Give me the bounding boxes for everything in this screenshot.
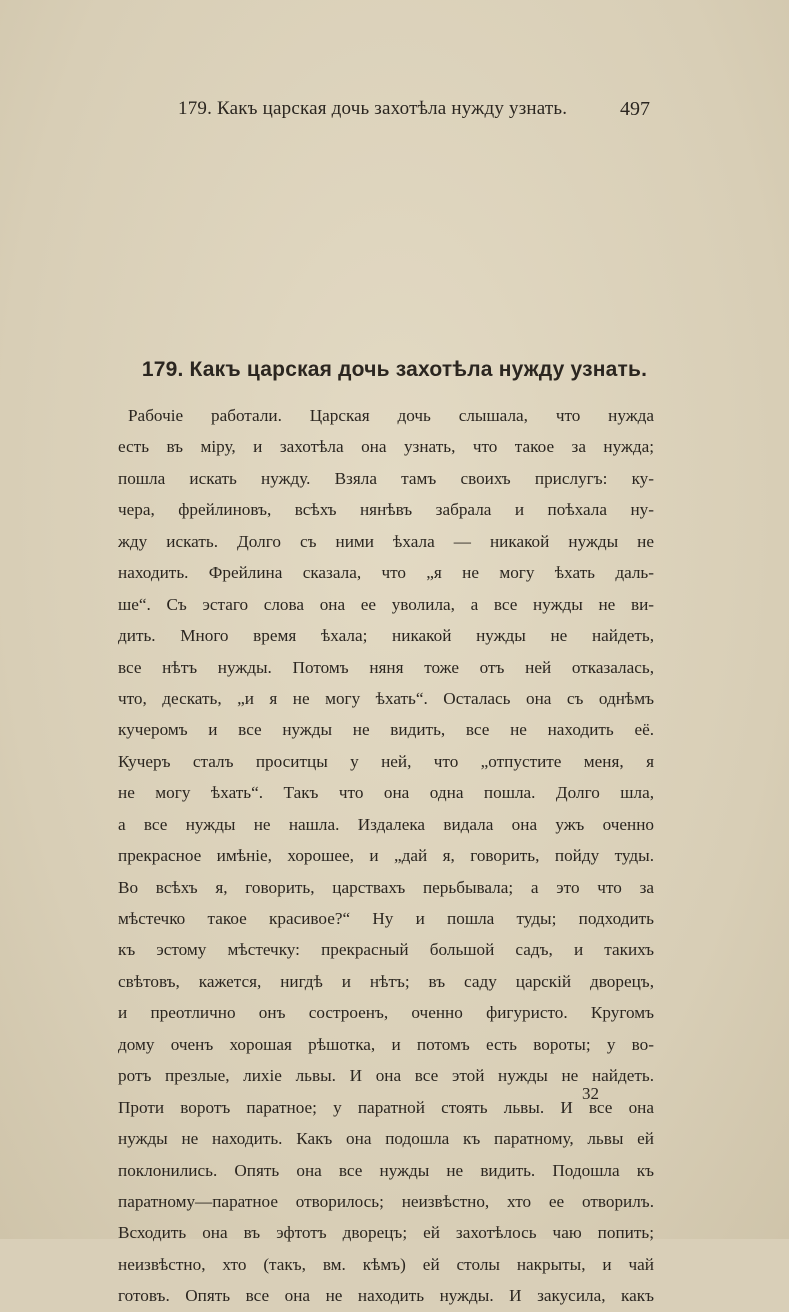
- running-head: [0, 98, 789, 128]
- chapter-title: 179. Какъ царская дочь захотѣла нужду узнать.: [141, 358, 648, 381]
- text-line: поклонились. Опять она все нужды не видить. Подошла къ: [118, 1160, 654, 1180]
- text-line: Проти воротъ паратное; у паратной стоять львы. И все она: [118, 1097, 654, 1117]
- text-line: ротъ презлые, лихіе львы. И она все этой нужды не найдеть.: [118, 1066, 654, 1086]
- text-line: чера, фрейлиновъ, всѣхъ нянѣвъ забрала и поѣхала ну-: [118, 500, 654, 520]
- text-line: къ эстому мѣстечку: прекрасный большой садъ, и такихъ: [118, 940, 654, 960]
- text-line: мѣстечко такое красивое?“ Ну и пошла туды; подходить: [118, 909, 654, 928]
- page-number: 497: [620, 98, 650, 120]
- text-line: а все нужды не нашла. Издалека видала она ужъ оченно: [118, 814, 654, 834]
- text-line: неизвѣстно, хто (такъ, вм. кѣмъ) ей столы накрыты, и чай: [118, 1254, 654, 1274]
- text-line: не могу ѣхать“. Такъ что она одна пошла. Долго шла,: [118, 783, 654, 803]
- text-line: готовъ. Опять все она не находить нужды. И закусила, какъ: [118, 1286, 654, 1306]
- text-line: и преотлично онъ состроенъ, оченно фигуристо. Кругомъ: [118, 1003, 654, 1023]
- running-title: 179. Какъ царская дочь захотѣла нужду узнать.: [178, 98, 568, 119]
- text-line: Рабочіе работали. Царская дочь слышала, что нужда: [128, 406, 654, 425]
- text-line: Кучеръ сталъ проситцы у ней, что „отпустите меня, я: [118, 751, 654, 771]
- text-line: жду искать. Долго съ ними ѣхала — никакой нужды не: [118, 531, 654, 551]
- body-text: [118, 400, 654, 1312]
- text-line: прекрасное имѣніе, хорошее, и „дай я, говорить, пойду туды.: [118, 846, 654, 866]
- text-line: есть въ міру, и захотѣла она узнать, что такое за нужда;: [118, 437, 654, 457]
- text-line: кучеромъ и все нужды не видить, все не находить её.: [118, 720, 654, 740]
- text-line: Всходить она въ эфтотъ дворецъ; ей захотѣлось чаю попить;: [118, 1223, 654, 1243]
- text-line: что, дескать, „и я не могу ѣхать“. Осталась она съ однѣмъ: [118, 688, 654, 708]
- text-line: находить. Фрейлина сказала, что „я не могу ѣхать даль-: [118, 563, 654, 583]
- text-line: ше“. Съ эстаго слова она ее уволила, а все нужды не ви-: [118, 594, 654, 614]
- text-line: все нѣтъ нужды. Потомъ няня тоже отъ ней отказалась,: [118, 657, 654, 677]
- text-line: паратному—паратное отворилось; неизвѣстно, хто ее отворилъ.: [118, 1191, 654, 1211]
- text-line: дому оченъ хорошая рѣшотка, и потомъ есть вороты; у во-: [118, 1034, 654, 1054]
- text-line: нужды не находить. Какъ она подошла къ паратному, львы ей: [118, 1129, 654, 1149]
- text-line: свѣтовъ, кажется, нигдѣ и нѣтъ; въ саду царскій дворецъ,: [118, 971, 654, 991]
- text-line: пошла искать нужду. Взяла тамъ своихъ прислугъ: ку-: [118, 468, 654, 488]
- text-line: дить. Много время ѣхала; никакой нужды не найдеть,: [118, 626, 654, 646]
- signature-mark: 32: [582, 1084, 599, 1103]
- text-line: Во всѣхъ я, говорить, царствахъ перьбывала; а это что за: [118, 877, 654, 897]
